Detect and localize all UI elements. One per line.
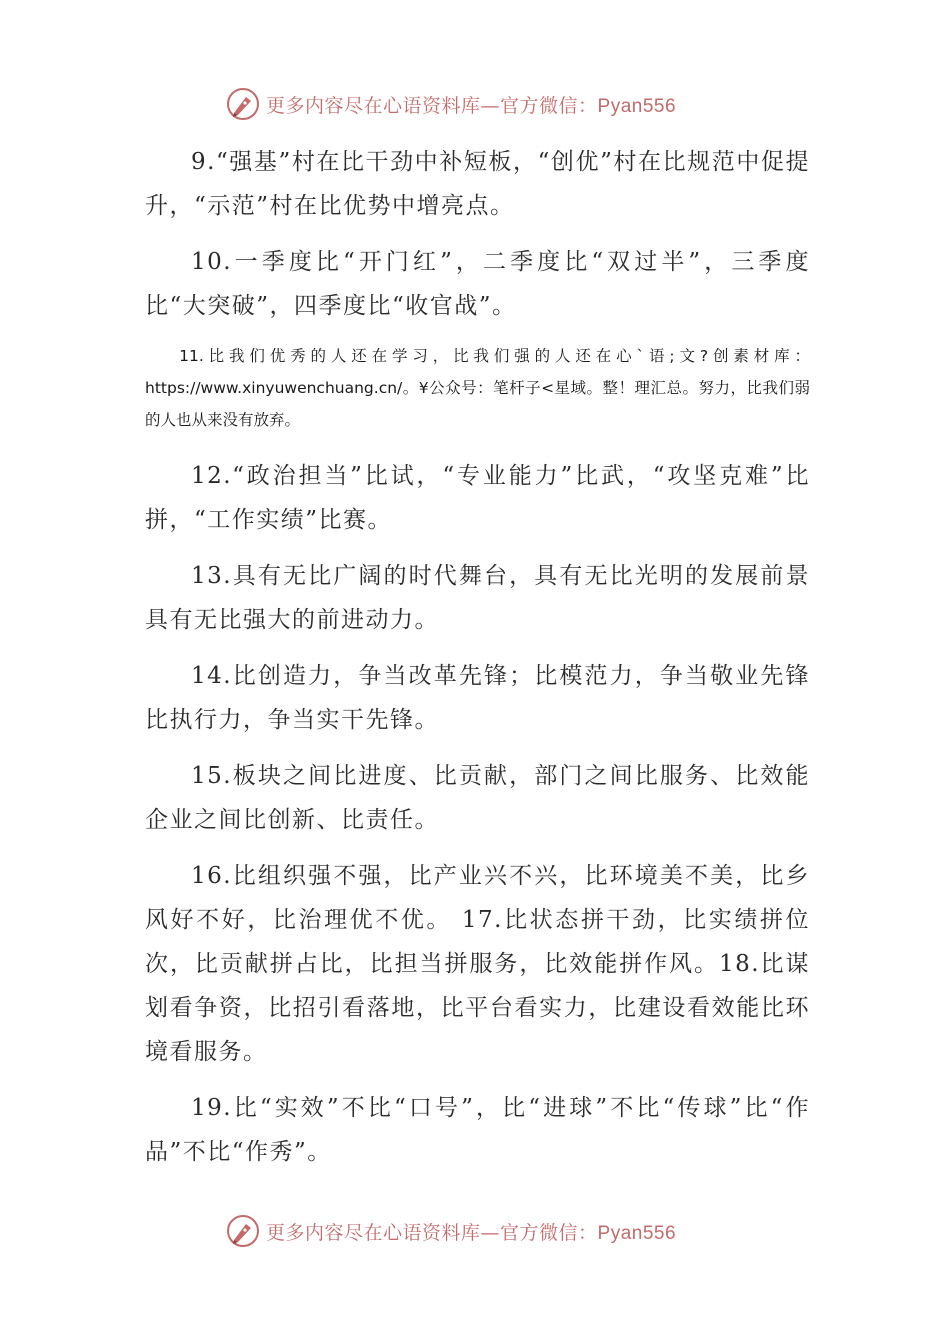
- header-banner-text: 更多内容尽在心语资料库—官方微信：Pyan556: [266, 94, 677, 117]
- pen-nib-logo-icon: [226, 87, 260, 121]
- footer-banner: [226, 1211, 746, 1251]
- paragraph-14: 14.比创造力，争当改革先锋；比模范力，争当敬业先锋比执行力，争当实干先锋。: [145, 663, 810, 733]
- header-wechat-id: Pyan556: [597, 95, 677, 117]
- footer-banner-text: 更多内容尽在心语资料库—官方微信：Pyan556: [266, 1221, 677, 1244]
- paragraph-11: 11.比我们优秀的人还在学习，比我们强的人还在心`语;文?创素材库：https://www.xinyuwenchuang.cn/。¥公众号：笔杆子<星域。整！理汇总。努力，比我们弱的人也从来没有放弃。: [145, 347, 810, 429]
- footer-wechat-id: Pyan556: [597, 1222, 677, 1244]
- paragraph-13: 13.具有无比广阔的时代舞台，具有无比光明的发展前景具有无比强大的前进动力。: [145, 563, 810, 633]
- header-banner: [226, 84, 746, 124]
- paragraph-19: 19.比“实效”不比“口号”，比“进球”不比“传球”比“作品”不比“作秀”。: [145, 1095, 810, 1165]
- paragraph-15: 15.板块之间比进度、比贡献，部门之间比服务、比效能企业之间比创新、比责任。: [145, 763, 810, 833]
- paragraph-12: 12.“政治担当”比试，“专业能力”比武，“攻坚克难”比拼，“工作实绩”比赛。: [145, 463, 810, 533]
- paragraph-16-18: 16.比组织强不强，比产业兴不兴，比环境美不美，比乡风好不好，比治理优不优。 17.比状态拼干劲，比实绩拼位次，比贡献拼占比，比担当拼服务，比效能拼作风。18.比谋划看争资，比招引看落地，比平台看实力，比建设看效能比环境看服务。: [145, 863, 810, 1065]
- pen-nib-logo-icon: [226, 1214, 260, 1248]
- paragraph-10: 10.一季度比“开门红”，二季度比“双过半”，三季度比“大突破”，四季度比“收官战”。: [145, 249, 810, 319]
- document-body: [145, 140, 810, 1186]
- paragraph-9: 9.“强基”村在比干劲中补短板，“创优”村在比规范中促提升，“示范”村在比优势中增亮点。: [145, 149, 810, 219]
